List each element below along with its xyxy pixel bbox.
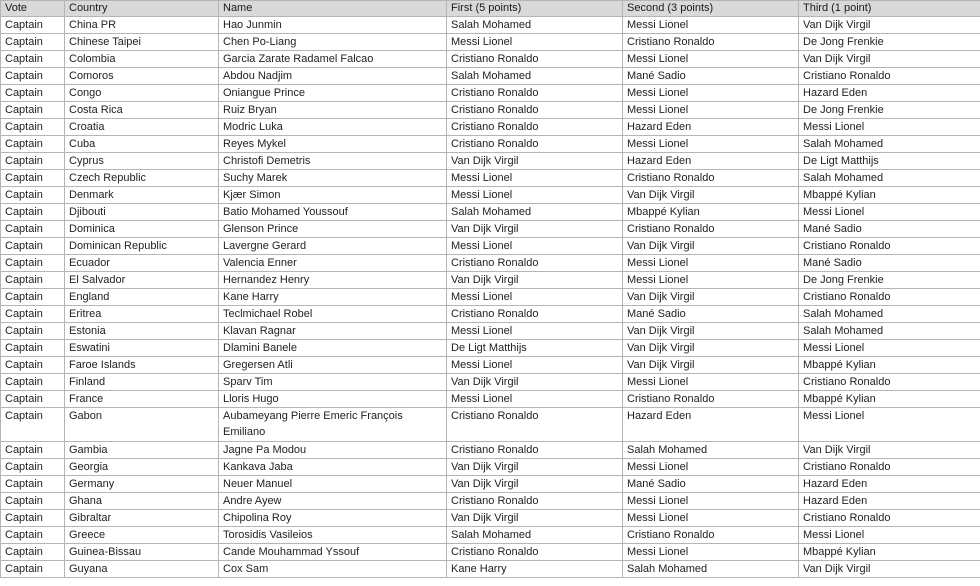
name-cell: Abdou Nadjim bbox=[219, 68, 447, 85]
third-cell: Van Dijk Virgil bbox=[799, 442, 980, 459]
table-row bbox=[1, 221, 980, 238]
vote-cell: Captain bbox=[1, 204, 65, 221]
second-cell: Messi Lionel bbox=[623, 102, 799, 119]
first-cell: Cristiano Ronaldo bbox=[447, 442, 623, 459]
name-cell: Lavergne Gerard bbox=[219, 238, 447, 255]
name-cell: Torosidis Vasileios bbox=[219, 527, 447, 544]
second-cell: Mané Sadio bbox=[623, 306, 799, 323]
header-row bbox=[1, 1, 980, 17]
table-row bbox=[1, 510, 980, 527]
country-cell: Congo bbox=[65, 85, 219, 102]
vote-cell: Captain bbox=[1, 102, 65, 119]
country-cell: Dominica bbox=[65, 221, 219, 238]
third-cell: Messi Lionel bbox=[799, 119, 980, 136]
name-cell: Christofi Demetris bbox=[219, 153, 447, 170]
third-cell: Salah Mohamed bbox=[799, 136, 980, 153]
name-cell: Neuer Manuel bbox=[219, 476, 447, 493]
name-cell: Chen Po-Liang bbox=[219, 34, 447, 51]
name-cell: Aubameyang Pierre Emeric François Emiliano bbox=[219, 408, 447, 442]
country-cell: Ghana bbox=[65, 493, 219, 510]
country-cell: China PR bbox=[65, 17, 219, 34]
third-cell: Cristiano Ronaldo bbox=[799, 68, 980, 85]
name-cell: Andre Ayew bbox=[219, 493, 447, 510]
second-cell: Van Dijk Virgil bbox=[623, 323, 799, 340]
header-first: First (5 points) bbox=[447, 1, 623, 17]
first-cell: Cristiano Ronaldo bbox=[447, 493, 623, 510]
name-cell: Jagne Pa Modou bbox=[219, 442, 447, 459]
table-row bbox=[1, 561, 980, 578]
name-cell: Hao Junmin bbox=[219, 17, 447, 34]
country-cell: Ecuador bbox=[65, 255, 219, 272]
third-cell: Cristiano Ronaldo bbox=[799, 459, 980, 476]
table-row bbox=[1, 442, 980, 459]
country-cell: Gabon bbox=[65, 408, 219, 442]
header-second: Second (3 points) bbox=[623, 1, 799, 17]
vote-cell: Captain bbox=[1, 493, 65, 510]
vote-cell: Captain bbox=[1, 68, 65, 85]
name-cell: Valencia Enner bbox=[219, 255, 447, 272]
country-cell: Djibouti bbox=[65, 204, 219, 221]
name-cell: Modric Luka bbox=[219, 119, 447, 136]
first-cell: Cristiano Ronaldo bbox=[447, 119, 623, 136]
first-cell: Van Dijk Virgil bbox=[447, 374, 623, 391]
table-row bbox=[1, 68, 980, 85]
name-cell: Dlamini Banele bbox=[219, 340, 447, 357]
second-cell: Cristiano Ronaldo bbox=[623, 527, 799, 544]
table-row bbox=[1, 357, 980, 374]
second-cell: Messi Lionel bbox=[623, 459, 799, 476]
first-cell: Messi Lionel bbox=[447, 357, 623, 374]
country-cell: Denmark bbox=[65, 187, 219, 204]
second-cell: Salah Mohamed bbox=[623, 561, 799, 578]
table-row bbox=[1, 85, 980, 102]
vote-cell: Captain bbox=[1, 136, 65, 153]
first-cell: Cristiano Ronaldo bbox=[447, 306, 623, 323]
vote-cell: Captain bbox=[1, 153, 65, 170]
first-cell: Salah Mohamed bbox=[447, 527, 623, 544]
name-cell: Garcia Zarate Radamel Falcao bbox=[219, 51, 447, 68]
third-cell: Mané Sadio bbox=[799, 255, 980, 272]
second-cell: Salah Mohamed bbox=[623, 442, 799, 459]
table-row bbox=[1, 289, 980, 306]
table-row bbox=[1, 255, 980, 272]
table-row bbox=[1, 459, 980, 476]
name-cell: Lloris Hugo bbox=[219, 391, 447, 408]
name-cell: Gregersen Atli bbox=[219, 357, 447, 374]
country-cell: England bbox=[65, 289, 219, 306]
second-cell: Messi Lionel bbox=[623, 255, 799, 272]
table-row bbox=[1, 476, 980, 493]
second-cell: Messi Lionel bbox=[623, 374, 799, 391]
third-cell: Salah Mohamed bbox=[799, 323, 980, 340]
table-row bbox=[1, 102, 980, 119]
vote-cell: Captain bbox=[1, 340, 65, 357]
second-cell: Mané Sadio bbox=[623, 476, 799, 493]
vote-cell: Captain bbox=[1, 17, 65, 34]
country-cell: Dominican Republic bbox=[65, 238, 219, 255]
country-cell: Guyana bbox=[65, 561, 219, 578]
table-row bbox=[1, 408, 980, 442]
name-cell: Batio Mohamed Youssouf bbox=[219, 204, 447, 221]
second-cell: Cristiano Ronaldo bbox=[623, 391, 799, 408]
country-cell: Croatia bbox=[65, 119, 219, 136]
name-cell: Cox Sam bbox=[219, 561, 447, 578]
second-cell: Van Dijk Virgil bbox=[623, 357, 799, 374]
third-cell: Salah Mohamed bbox=[799, 306, 980, 323]
vote-cell: Captain bbox=[1, 544, 65, 561]
first-cell: Salah Mohamed bbox=[447, 68, 623, 85]
vote-cell: Captain bbox=[1, 34, 65, 51]
third-cell: Van Dijk Virgil bbox=[799, 17, 980, 34]
table-row bbox=[1, 374, 980, 391]
table-row bbox=[1, 323, 980, 340]
name-cell: Kankava Jaba bbox=[219, 459, 447, 476]
third-cell: Mané Sadio bbox=[799, 221, 980, 238]
first-cell: Van Dijk Virgil bbox=[447, 221, 623, 238]
country-cell: Comoros bbox=[65, 68, 219, 85]
first-cell: De Ligt Matthijs bbox=[447, 340, 623, 357]
country-cell: Estonia bbox=[65, 323, 219, 340]
table-row bbox=[1, 51, 980, 68]
country-cell: Eswatini bbox=[65, 340, 219, 357]
name-cell: Suchy Marek bbox=[219, 170, 447, 187]
first-cell: Van Dijk Virgil bbox=[447, 153, 623, 170]
first-cell: Messi Lionel bbox=[447, 323, 623, 340]
third-cell: Hazard Eden bbox=[799, 476, 980, 493]
vote-cell: Captain bbox=[1, 119, 65, 136]
name-cell: Klavan Ragnar bbox=[219, 323, 447, 340]
name-cell: Sparv Tim bbox=[219, 374, 447, 391]
vote-cell: Captain bbox=[1, 221, 65, 238]
second-cell: Cristiano Ronaldo bbox=[623, 34, 799, 51]
table-row bbox=[1, 544, 980, 561]
vote-cell: Captain bbox=[1, 408, 65, 442]
first-cell: Messi Lionel bbox=[447, 238, 623, 255]
vote-cell: Captain bbox=[1, 459, 65, 476]
country-cell: Finland bbox=[65, 374, 219, 391]
second-cell: Van Dijk Virgil bbox=[623, 238, 799, 255]
third-cell: De Ligt Matthijs bbox=[799, 153, 980, 170]
first-cell: Van Dijk Virgil bbox=[447, 272, 623, 289]
second-cell: Van Dijk Virgil bbox=[623, 289, 799, 306]
header-country: Country bbox=[65, 1, 219, 17]
second-cell: Mané Sadio bbox=[623, 68, 799, 85]
third-cell: Messi Lionel bbox=[799, 340, 980, 357]
second-cell: Cristiano Ronaldo bbox=[623, 170, 799, 187]
country-cell: El Salvador bbox=[65, 272, 219, 289]
country-cell: Gambia bbox=[65, 442, 219, 459]
third-cell: Hazard Eden bbox=[799, 85, 980, 102]
third-cell: De Jong Frenkie bbox=[799, 102, 980, 119]
vote-cell: Captain bbox=[1, 561, 65, 578]
first-cell: Messi Lionel bbox=[447, 34, 623, 51]
first-cell: Cristiano Ronaldo bbox=[447, 51, 623, 68]
country-cell: Georgia bbox=[65, 459, 219, 476]
table-row bbox=[1, 17, 980, 34]
second-cell: Cristiano Ronaldo bbox=[623, 221, 799, 238]
third-cell: Salah Mohamed bbox=[799, 170, 980, 187]
third-cell: Mbappé Kylian bbox=[799, 544, 980, 561]
second-cell: Messi Lionel bbox=[623, 85, 799, 102]
table-row bbox=[1, 306, 980, 323]
first-cell: Cristiano Ronaldo bbox=[447, 85, 623, 102]
vote-cell: Captain bbox=[1, 510, 65, 527]
name-cell: Reyes Mykel bbox=[219, 136, 447, 153]
first-cell: Cristiano Ronaldo bbox=[447, 102, 623, 119]
name-cell: Cande Mouhammad Yssouf bbox=[219, 544, 447, 561]
country-cell: Cuba bbox=[65, 136, 219, 153]
second-cell: Messi Lionel bbox=[623, 51, 799, 68]
first-cell: Cristiano Ronaldo bbox=[447, 544, 623, 561]
first-cell: Salah Mohamed bbox=[447, 204, 623, 221]
country-cell: Guinea-Bissau bbox=[65, 544, 219, 561]
table-row bbox=[1, 187, 980, 204]
vote-cell: Captain bbox=[1, 272, 65, 289]
name-cell: Teclmichael Robel bbox=[219, 306, 447, 323]
country-cell: Gibraltar bbox=[65, 510, 219, 527]
first-cell: Van Dijk Virgil bbox=[447, 459, 623, 476]
third-cell: Messi Lionel bbox=[799, 204, 980, 221]
vote-cell: Captain bbox=[1, 51, 65, 68]
vote-cell: Captain bbox=[1, 476, 65, 493]
header-third: Third (1 point) bbox=[799, 1, 980, 17]
third-cell: Mbappé Kylian bbox=[799, 357, 980, 374]
country-cell: France bbox=[65, 391, 219, 408]
second-cell: Messi Lionel bbox=[623, 136, 799, 153]
name-cell: Kjær Simon bbox=[219, 187, 447, 204]
header-name: Name bbox=[219, 1, 447, 17]
vote-cell: Captain bbox=[1, 323, 65, 340]
third-cell: Cristiano Ronaldo bbox=[799, 510, 980, 527]
table-row bbox=[1, 272, 980, 289]
table-row bbox=[1, 493, 980, 510]
second-cell: Messi Lionel bbox=[623, 17, 799, 34]
table-row bbox=[1, 34, 980, 51]
vote-cell: Captain bbox=[1, 442, 65, 459]
vote-cell: Captain bbox=[1, 170, 65, 187]
country-cell: Germany bbox=[65, 476, 219, 493]
first-cell: Van Dijk Virgil bbox=[447, 510, 623, 527]
table-row bbox=[1, 136, 980, 153]
second-cell: Messi Lionel bbox=[623, 493, 799, 510]
third-cell: Cristiano Ronaldo bbox=[799, 289, 980, 306]
third-cell: Cristiano Ronaldo bbox=[799, 238, 980, 255]
second-cell: Mbappé Kylian bbox=[623, 204, 799, 221]
table-row bbox=[1, 340, 980, 357]
vote-cell: Captain bbox=[1, 306, 65, 323]
table-row bbox=[1, 238, 980, 255]
table-row bbox=[1, 119, 980, 136]
third-cell: De Jong Frenkie bbox=[799, 34, 980, 51]
country-cell: Chinese Taipei bbox=[65, 34, 219, 51]
vote-cell: Captain bbox=[1, 85, 65, 102]
third-cell: Mbappé Kylian bbox=[799, 187, 980, 204]
table-row bbox=[1, 391, 980, 408]
vote-cell: Captain bbox=[1, 391, 65, 408]
vote-cell: Captain bbox=[1, 187, 65, 204]
first-cell: Messi Lionel bbox=[447, 187, 623, 204]
first-cell: Cristiano Ronaldo bbox=[447, 255, 623, 272]
third-cell: Van Dijk Virgil bbox=[799, 51, 980, 68]
first-cell: Van Dijk Virgil bbox=[447, 476, 623, 493]
first-cell: Salah Mohamed bbox=[447, 17, 623, 34]
country-cell: Costa Rica bbox=[65, 102, 219, 119]
table-row bbox=[1, 204, 980, 221]
name-cell: Hernandez Henry bbox=[219, 272, 447, 289]
name-cell: Kane Harry bbox=[219, 289, 447, 306]
second-cell: Hazard Eden bbox=[623, 408, 799, 442]
vote-cell: Captain bbox=[1, 238, 65, 255]
vote-cell: Captain bbox=[1, 357, 65, 374]
first-cell: Kane Harry bbox=[447, 561, 623, 578]
second-cell: Van Dijk Virgil bbox=[623, 340, 799, 357]
table-row bbox=[1, 170, 980, 187]
first-cell: Messi Lionel bbox=[447, 170, 623, 187]
second-cell: Messi Lionel bbox=[623, 544, 799, 561]
first-cell: Cristiano Ronaldo bbox=[447, 136, 623, 153]
vote-cell: Captain bbox=[1, 527, 65, 544]
name-cell: Glenson Prince bbox=[219, 221, 447, 238]
country-cell: Faroe Islands bbox=[65, 357, 219, 374]
country-cell: Greece bbox=[65, 527, 219, 544]
third-cell: Mbappé Kylian bbox=[799, 391, 980, 408]
country-cell: Czech Republic bbox=[65, 170, 219, 187]
third-cell: Cristiano Ronaldo bbox=[799, 374, 980, 391]
name-cell: Ruiz Bryan bbox=[219, 102, 447, 119]
first-cell: Messi Lionel bbox=[447, 391, 623, 408]
table-row bbox=[1, 153, 980, 170]
third-cell: De Jong Frenkie bbox=[799, 272, 980, 289]
second-cell: Messi Lionel bbox=[623, 272, 799, 289]
third-cell: Van Dijk Virgil bbox=[799, 561, 980, 578]
country-cell: Cyprus bbox=[65, 153, 219, 170]
second-cell: Messi Lionel bbox=[623, 510, 799, 527]
table-row bbox=[1, 527, 980, 544]
first-cell: Cristiano Ronaldo bbox=[447, 408, 623, 442]
name-cell: Oniangue Prince bbox=[219, 85, 447, 102]
third-cell: Hazard Eden bbox=[799, 493, 980, 510]
second-cell: Hazard Eden bbox=[623, 119, 799, 136]
vote-cell: Captain bbox=[1, 289, 65, 306]
vote-cell: Captain bbox=[1, 374, 65, 391]
first-cell: Messi Lionel bbox=[447, 289, 623, 306]
name-cell: Chipolina Roy bbox=[219, 510, 447, 527]
second-cell: Hazard Eden bbox=[623, 153, 799, 170]
second-cell: Van Dijk Virgil bbox=[623, 187, 799, 204]
vote-cell: Captain bbox=[1, 255, 65, 272]
country-cell: Colombia bbox=[65, 51, 219, 68]
third-cell: Messi Lionel bbox=[799, 527, 980, 544]
country-cell: Eritrea bbox=[65, 306, 219, 323]
third-cell: Messi Lionel bbox=[799, 408, 980, 442]
header-vote: Vote bbox=[1, 1, 65, 17]
